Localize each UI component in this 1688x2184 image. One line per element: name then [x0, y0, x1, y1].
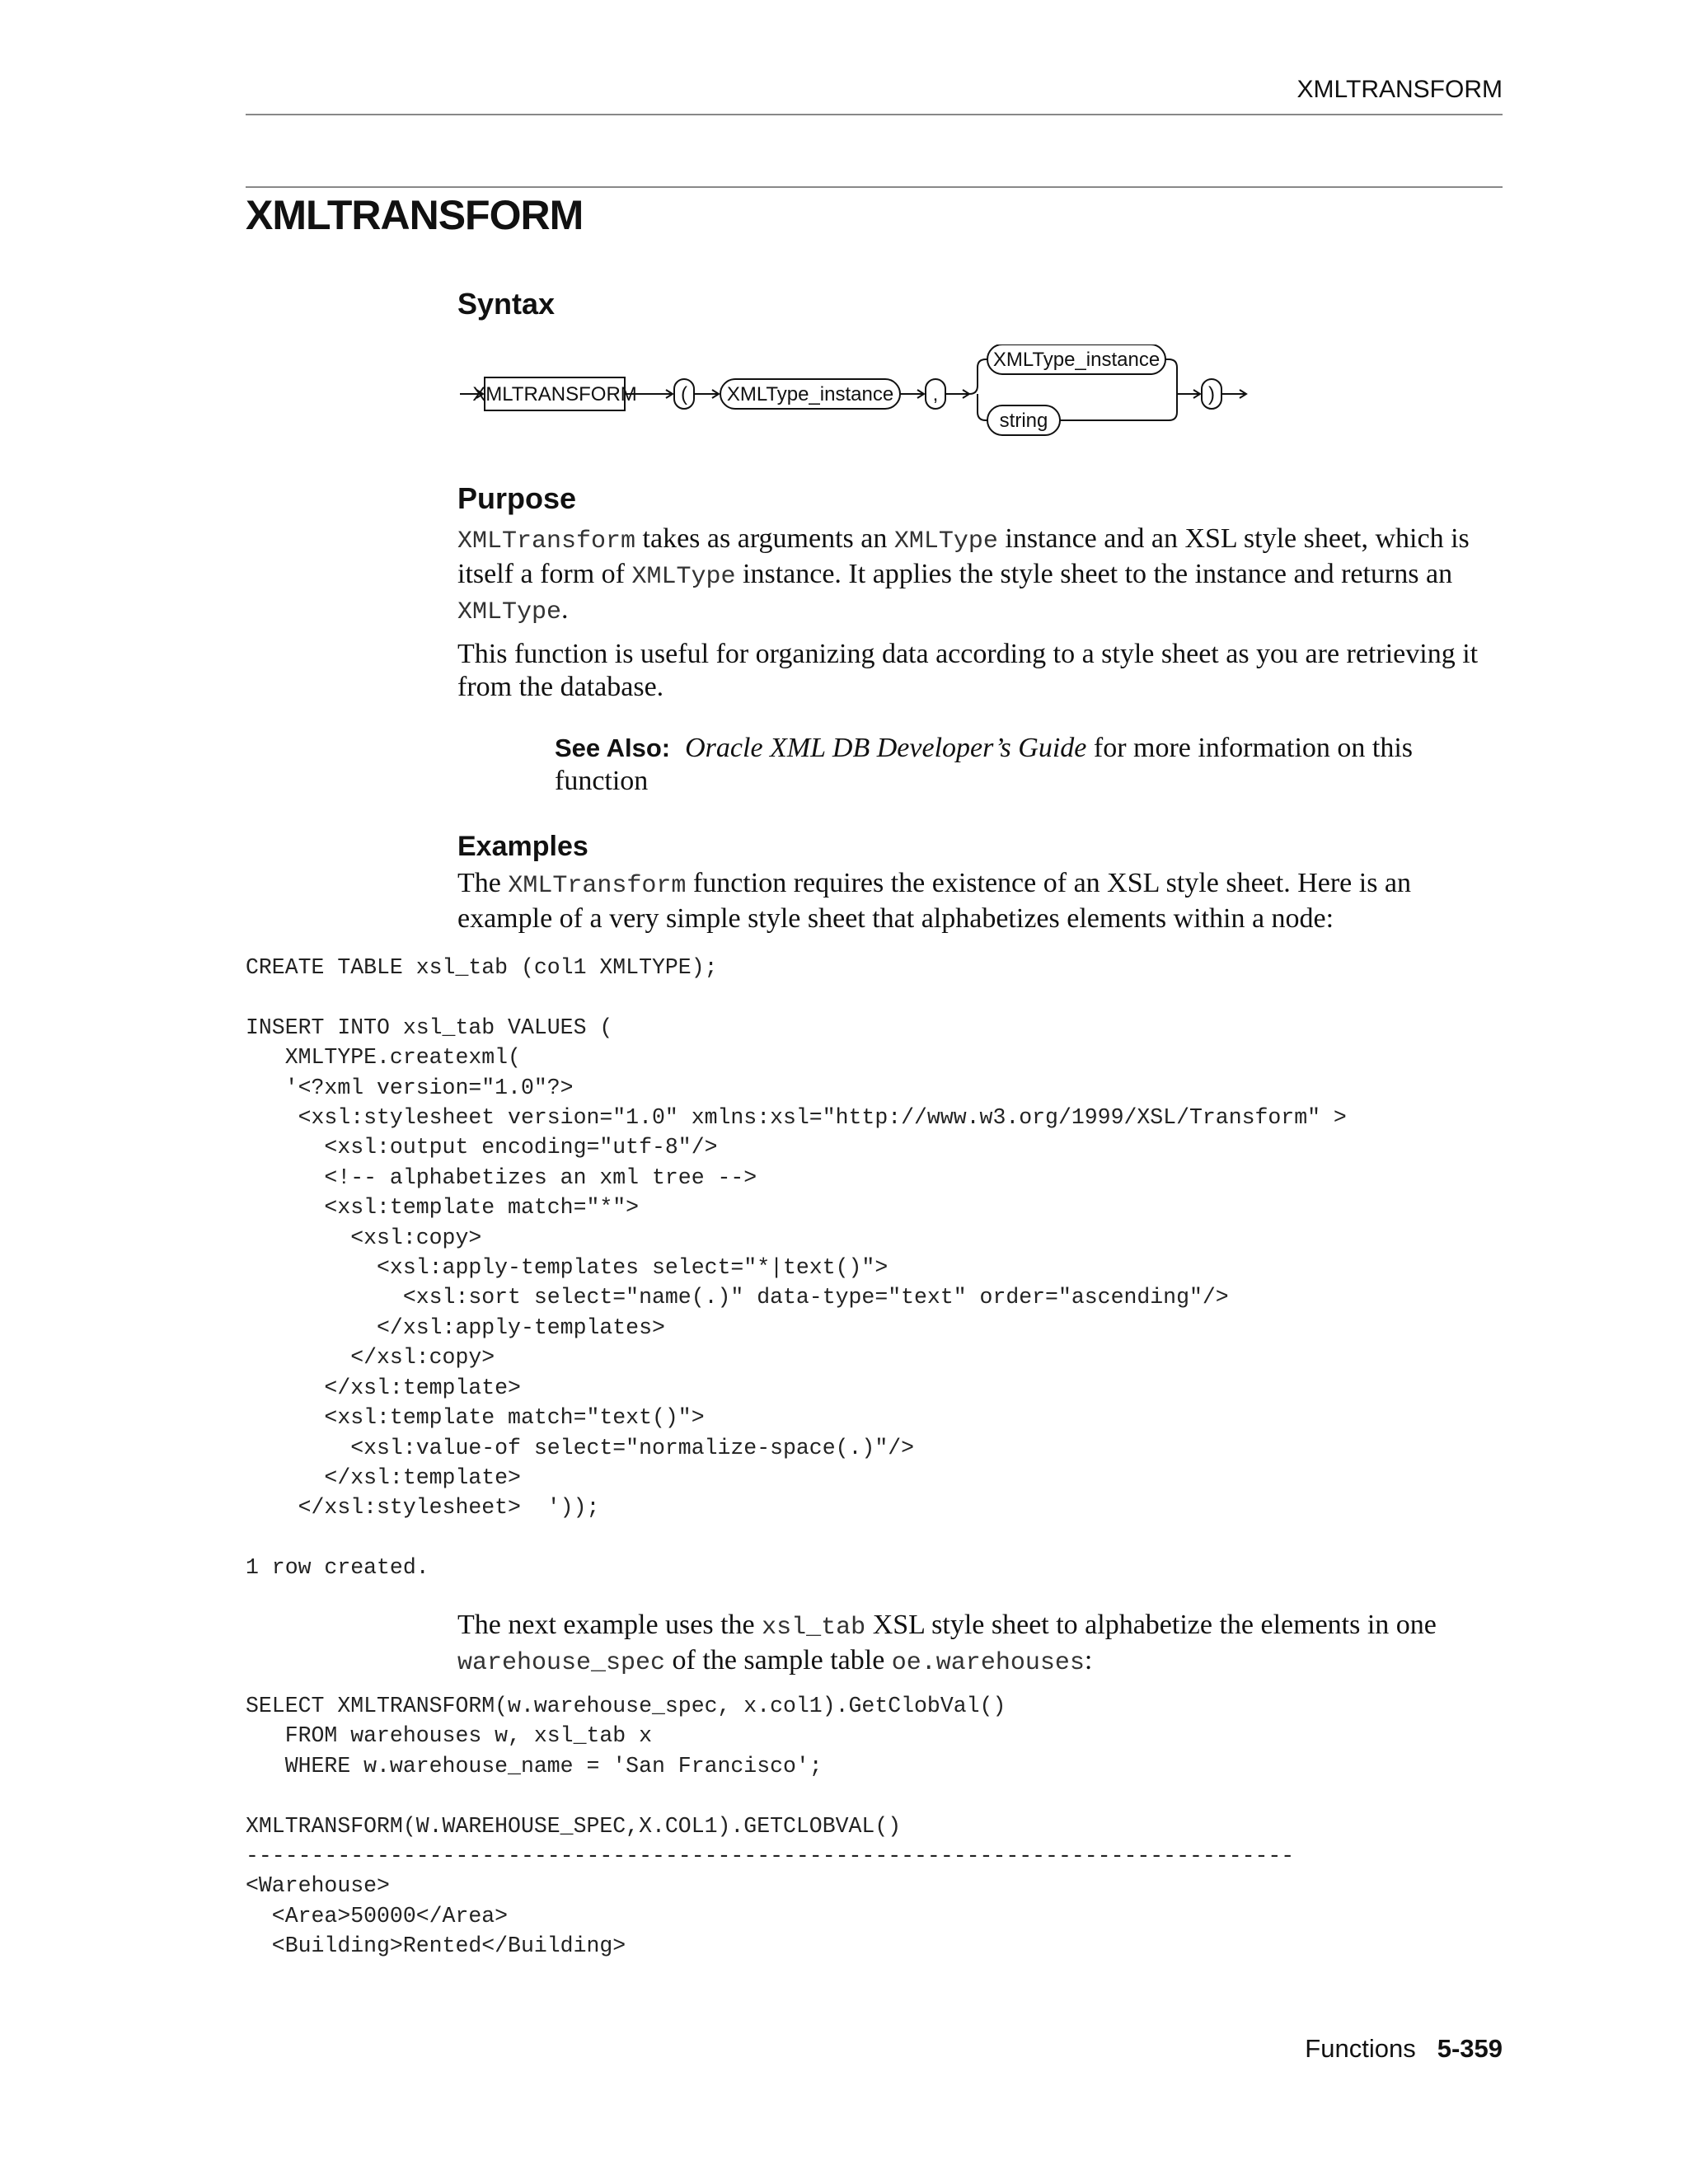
text-run: . [561, 594, 569, 625]
text-run: The next example uses the [457, 1610, 762, 1640]
syntax-arg1: XMLType_instance [726, 383, 894, 405]
purpose-paragraph-1 [457, 523, 1504, 629]
syntax-open-paren: ( [681, 383, 687, 405]
inline-code: xsl_tab [762, 1614, 866, 1642]
inline-code: XMLType [457, 598, 562, 626]
text-run: instance and an XSL style sheet, which is itself a form of [457, 523, 1470, 589]
syntax-alt-string: string [999, 410, 1048, 432]
footer-section: Functions [1305, 2034, 1416, 2063]
see-also-text: for more information on this function [555, 733, 1414, 796]
page-footer [1305, 2034, 1503, 2064]
code-example-2: SELECT XMLTRANSFORM(w.warehouse_spec, x.col1).GetClobVal() FROM warehouses w, xsl_tab x WHERE w.warehouse_name = 'San Francisco'; XMLTRANSFORM(W.WAREHOUSE_SPEC,X.COL1).GETCLOBVAL() -------------------------------------------------------------------------------- <Warehouse> <Area>50000</Area> <Building>Rented</Building> [246, 1694, 1295, 1959]
text-run: XSL style sheet to alphabetize the elements in one [865, 1610, 1437, 1640]
title-rule [246, 186, 1503, 188]
purpose-heading: Purpose [457, 481, 577, 515]
syntax-heading: Syntax [457, 287, 556, 321]
text-run: function requires the existence of an XSL style sheet. Here is an example of a very simple style sheet that alphabetizes elements within a node: [457, 868, 1412, 934]
see-also-label: See Also: [555, 733, 671, 762]
examples-paragraph-1 [457, 867, 1504, 935]
inline-code: XMLTransform [457, 527, 636, 555]
running-header: XMLTRANSFORM [1296, 76, 1503, 103]
inline-code: oe.warehouses [891, 1649, 1085, 1677]
page-title: XMLTRANSFORM [246, 192, 584, 238]
inline-code: XMLType [893, 527, 998, 555]
purpose-paragraph-2: This function is useful for organizing data according to a style sheet as you are retrieving it from the database. [457, 639, 1479, 702]
inline-code: XMLType [631, 563, 736, 591]
text-run: of the sample table [665, 1645, 892, 1675]
syntax-comma: , [932, 383, 939, 405]
examples-heading: Examples [457, 831, 588, 862]
text-run: : [1084, 1645, 1093, 1675]
text-run: The [457, 868, 509, 898]
syntax-close-paren: ) [1208, 383, 1215, 405]
syntax-diagram [453, 344, 1278, 452]
page-number: 5-359 [1437, 2034, 1503, 2063]
inline-code: XMLTransform [508, 872, 687, 900]
text-run: takes as arguments an [635, 523, 894, 554]
see-also-note [555, 732, 1420, 798]
see-also-book-title: Oracle XML DB Developer’s Guide [685, 733, 1087, 763]
syntax-keyword: XMLTRANSFORM [472, 383, 637, 405]
code-example-1: CREATE TABLE xsl_tab (col1 XMLTYPE); INSERT INTO xsl_tab VALUES ( XMLTYPE.createxml( '<?xml version="1.0"?> <xsl:stylesheet version="1.0" xmlns:xsl="http://www.w3.org/1999/XSL/Transform" > <xsl:output encoding="utf-8"/> <!-- alphabetizes an xml tree --> <xsl:template match="*"> <xsl:copy> <xsl:apply-templates select="*|text()"> <xsl:sort select="name(.)" data-type="text" order="ascending"/> </xsl:apply-templates> </xsl:copy> </xsl:template> <xsl:template match="text()"> <xsl:value-of select="normalize-space(.)"/> </xsl:template> </xsl:stylesheet> ')); 1 row created. [246, 955, 1347, 1581]
examples-paragraph-2 [457, 1609, 1504, 1680]
header-rule [246, 114, 1503, 115]
inline-code: warehouse_spec [457, 1649, 666, 1677]
text-run: instance. It applies the style sheet to the instance and returns an [735, 559, 1453, 589]
syntax-alt-xmltype: XMLType_instance [992, 349, 1160, 371]
